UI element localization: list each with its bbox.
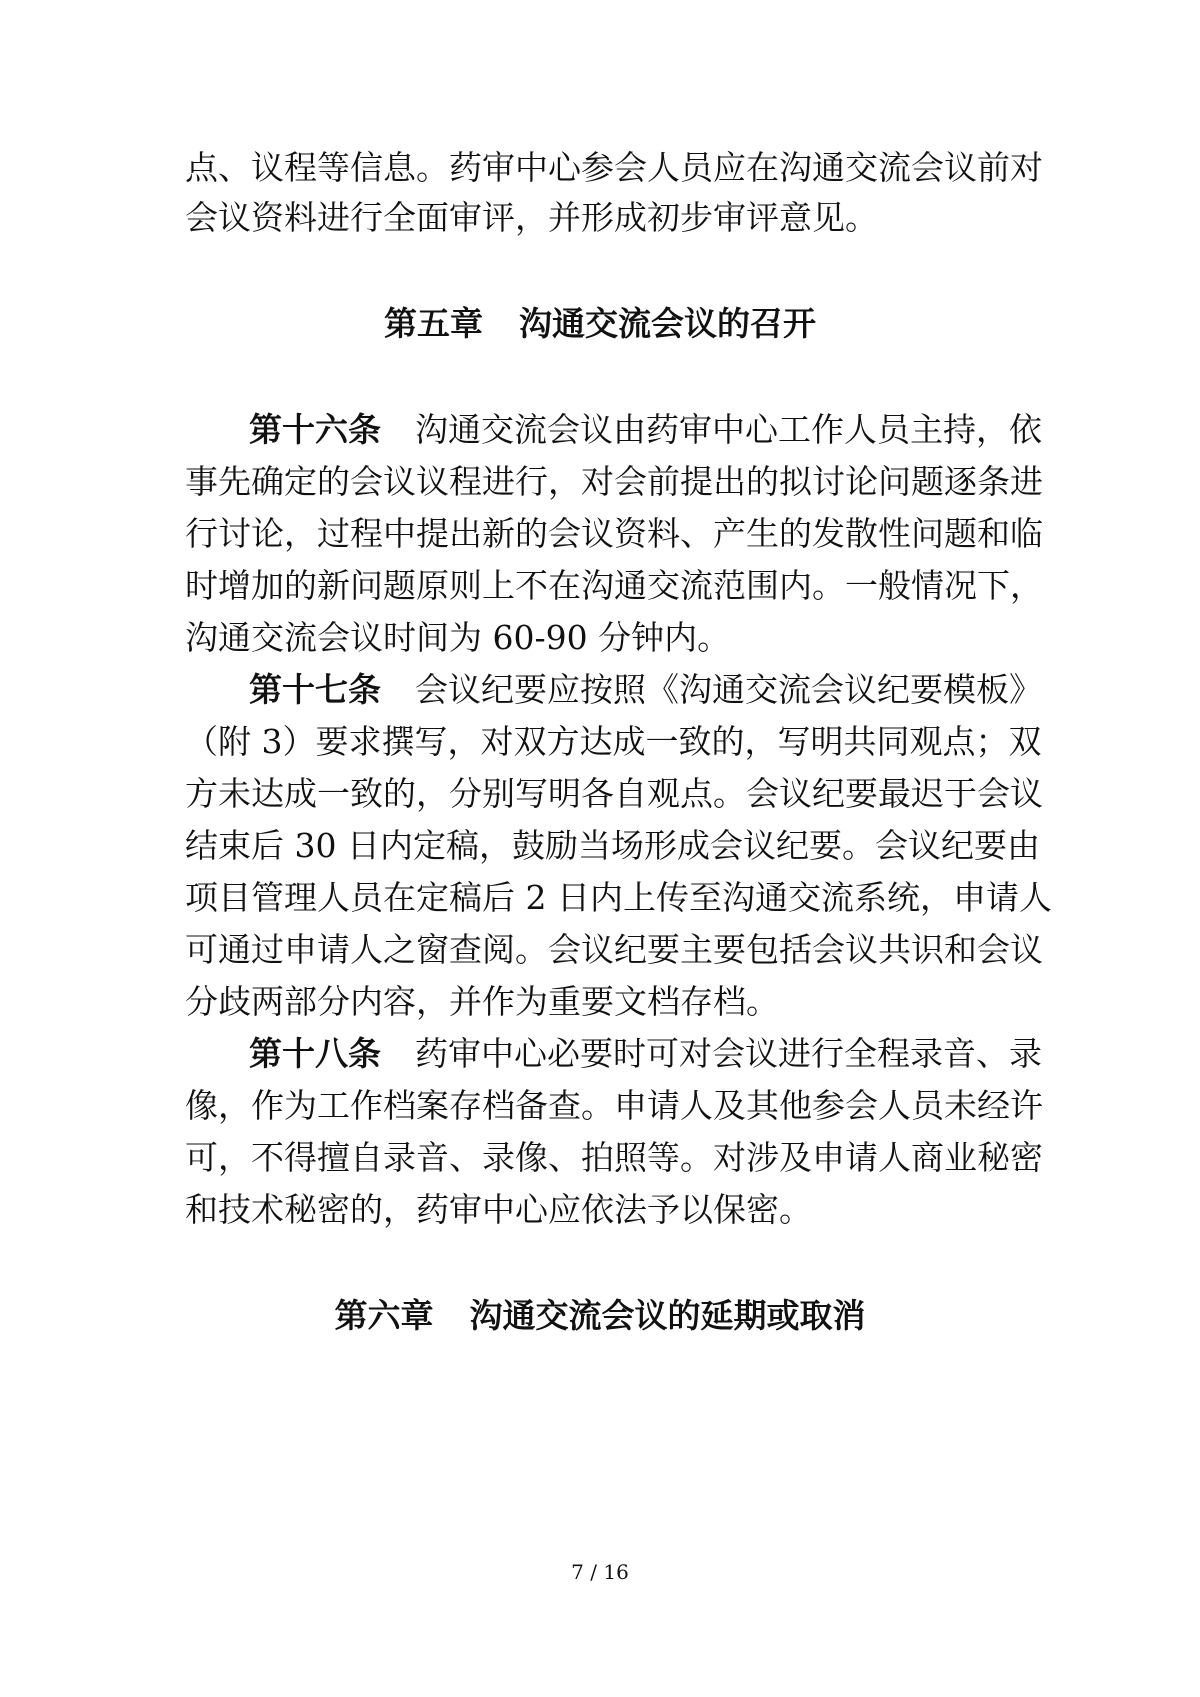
paragraph-line: 沟通交流会议时间为 60-90 分钟内。 — [185, 618, 731, 657]
paragraph-line: 像，作为工作档案存档备查。申请人及其他参会人员未经许 — [185, 1086, 1043, 1125]
chapter-number: 第五章 — [384, 304, 483, 343]
article-label: 第十八条 — [249, 1034, 381, 1073]
article-text: 药审中心必要时可对会议进行全程录音、录 — [415, 1034, 1042, 1073]
page-number: 7 / 16 — [571, 1560, 629, 1584]
paragraph-line: 项目管理人员在定稿后 2 日内上传至沟通交流系统，申请人 — [185, 878, 1052, 917]
chapter-heading — [0, 1296, 1200, 1336]
paragraph-line: 结束后 30 日内定稿，鼓励当场形成会议纪要。会议纪要由 — [185, 826, 1040, 865]
paragraph-line: 时增加的新问题原则上不在沟通交流范围内。一般情况下， — [185, 566, 1043, 605]
paragraph-line: 会议资料进行全面审评，并形成初步审评意见。 — [185, 198, 878, 237]
article-first-line — [249, 410, 1042, 450]
paragraph-line: 事先确定的会议议程进行，对会前提出的拟讨论问题逐条进 — [185, 462, 1043, 501]
paragraph-line: 行讨论，过程中提出新的会议资料、产生的发散性问题和临 — [185, 514, 1043, 553]
chapter-heading — [0, 304, 1200, 344]
chapter-number: 第六章 — [334, 1296, 434, 1335]
paragraph-line: 点、议程等信息。药审中心参会人员应在沟通交流会议前对 — [185, 148, 1043, 187]
paragraph-line: 和技术秘密的，药审中心应依法予以保密。 — [185, 1190, 812, 1229]
paragraph-line: 方未达成一致的，分别写明各自观点。会议纪要最迟于会议 — [185, 774, 1043, 813]
article-text: 会议纪要应按照《沟通交流会议纪要模板》 — [415, 670, 1042, 709]
article-first-line — [249, 1034, 1042, 1074]
chapter-title: 沟通交流会议的召开 — [519, 304, 816, 343]
paragraph-line: 分歧两部分内容，并作为重要文档存档。 — [185, 982, 779, 1021]
paragraph-line: 可通过申请人之窗查阅。会议纪要主要包括会议共识和会议 — [185, 930, 1043, 969]
article-label: 第十六条 — [249, 410, 381, 449]
article-first-line — [249, 670, 1042, 710]
paragraph-line: 可，不得擅自录音、录像、拍照等。对涉及申请人商业秘密 — [185, 1138, 1043, 1177]
paragraph-line: （附 3）要求撰写，对双方达成一致的，写明共同观点；双 — [185, 722, 1042, 761]
article-label: 第十七条 — [249, 670, 381, 709]
chapter-title: 沟通交流会议的延期或取消 — [469, 1296, 866, 1335]
article-text: 沟通交流会议由药审中心工作人员主持，依 — [415, 410, 1042, 449]
